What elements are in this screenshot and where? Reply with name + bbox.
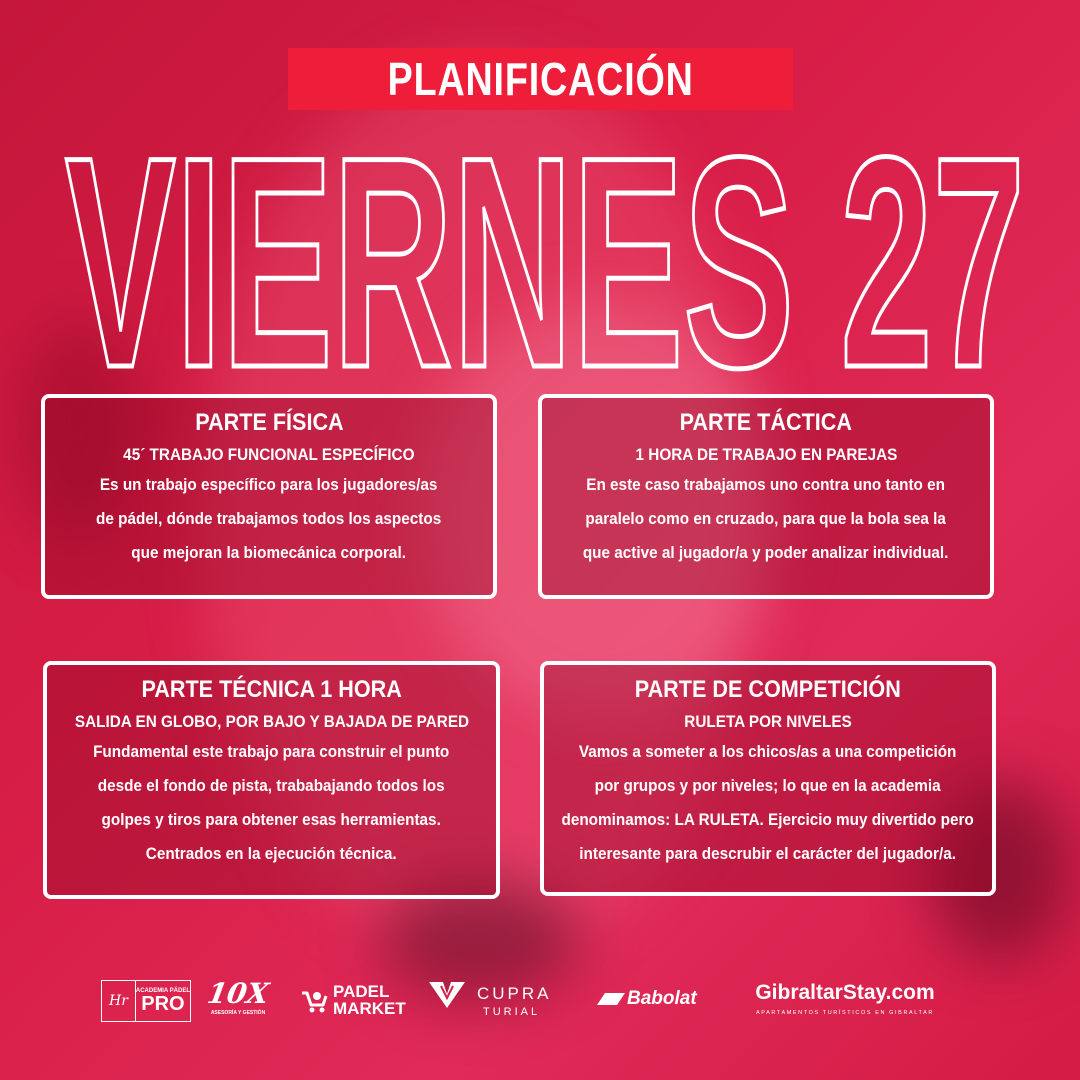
padel-market-line1: PADEL bbox=[333, 982, 390, 1001]
cupra-icon bbox=[427, 980, 467, 1010]
babolat-text: Babolat bbox=[627, 988, 697, 1009]
planning-title: PLANIFICACIÓN bbox=[387, 53, 694, 105]
card-subtitle: SALIDA EN GLOBO, POR BAJO Y BAJADA DE PARED bbox=[74, 712, 469, 731]
card-subtitle: RULETA POR NIVELES bbox=[684, 712, 852, 731]
padel-market-icon bbox=[299, 985, 329, 1015]
card-title: PARTE TÉCNICA 1 HORA bbox=[141, 676, 402, 703]
gibraltarstay-text: GibraltarStay.com bbox=[755, 981, 935, 1004]
academia-top-text: ACADEMIA PÁDEL bbox=[135, 988, 190, 994]
padel-market-line2: MARKET bbox=[333, 999, 406, 1018]
gibraltarstay-logo bbox=[735, 980, 955, 1026]
card-title: PARTE FÍSICA bbox=[194, 409, 344, 436]
card-title: PARTE DE COMPETICIÓN bbox=[634, 676, 902, 703]
ten-x-text: 10X bbox=[204, 977, 272, 1010]
academia-padel-pro-logo bbox=[101, 980, 191, 1022]
card-body: Fundamental este trabajo para construir el punto desde el fondo de pista, trababajando todos los golpes y tiros para obtener esas herramientas. Centrados en la ejecución técnica. bbox=[93, 742, 450, 863]
ten-x-subtext: ASESORÍA Y GESTIÓN bbox=[210, 1010, 266, 1016]
card-competition bbox=[540, 661, 996, 896]
gibraltarstay-subtext: APARTAMENTOS TURÍSTICOS EN GIBRALTAR bbox=[756, 1010, 934, 1016]
babolat-logo bbox=[595, 984, 715, 1014]
cupra-turial-logo bbox=[427, 976, 577, 1026]
card-body: En este caso trabajamos uno contra uno tanto en paralelo como en cruzado, para que la bola sea la que active al jugador/a y poder analizar individual. bbox=[583, 475, 949, 562]
turial-text: TURIAL bbox=[483, 1006, 541, 1018]
card-body: Vamos a someter a los chicos/as a una competición por grupos y por niveles; lo que en la academia denominamos: LA RULETA. Ejercicio muy divertido pero interesante para descrubir el carácter del jugador/a. bbox=[561, 742, 975, 863]
ten-x-logo bbox=[205, 978, 271, 1024]
card-title: PARTE TÁCTICA bbox=[679, 409, 853, 436]
babolat-icon bbox=[595, 991, 625, 1007]
card-technical bbox=[43, 661, 500, 899]
sponsor-logos bbox=[95, 972, 955, 1032]
day-heading-text: VIERNES 27 bbox=[65, 94, 1025, 430]
card-subtitle: 45´ TRABAJO FUNCIONAL ESPECÍFICO bbox=[123, 445, 415, 464]
academia-pro-text: PRO bbox=[141, 993, 185, 1015]
card-body: Es un trabajo específico para los jugadores/as de pádel, dónde trabajamos todos los aspectos que mejoran la biomecánica corporal. bbox=[96, 475, 442, 562]
card-physical bbox=[41, 394, 497, 599]
cupra-text: CUPRA bbox=[477, 984, 552, 1003]
academia-signature-mark: Hr bbox=[102, 981, 136, 1021]
card-subtitle: 1 HORA DE TRABAJO EN PAREJAS bbox=[635, 445, 897, 464]
padel-market-logo bbox=[299, 978, 411, 1022]
card-tactical bbox=[538, 394, 994, 599]
